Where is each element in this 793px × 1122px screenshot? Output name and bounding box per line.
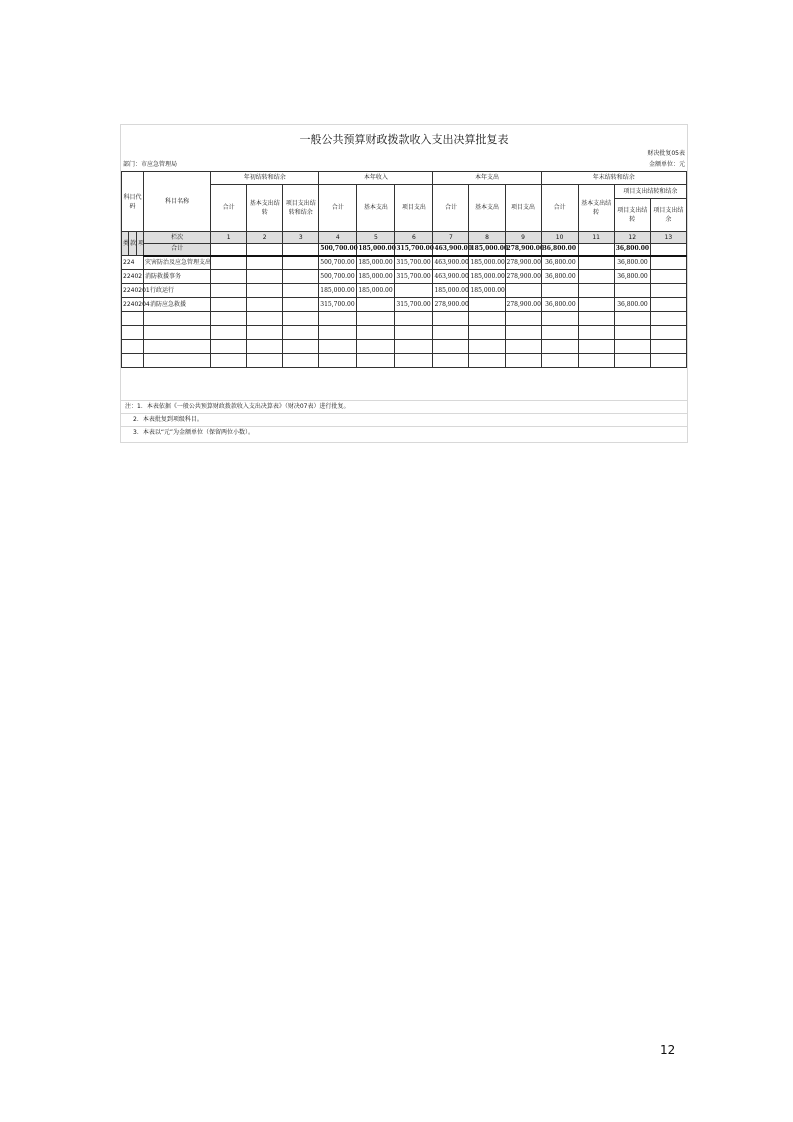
row-cell [650,284,686,298]
row-code: 2240201 [122,284,144,298]
col-number: 7 [433,232,469,244]
row-cell: 463,900.00 [433,270,469,284]
row-name: 消防救援事务 [144,270,211,284]
empty-row [122,354,687,368]
col-basic-expense-3: 基本支出 [469,185,505,232]
row-cell: 185,000.00 [357,270,395,284]
col-number: 10 [541,232,578,244]
total-cell [211,244,247,256]
row-cell: 36,800.00 [614,256,650,270]
xiang-header: 项 [137,232,144,256]
row-cell [283,270,319,284]
col-number: 1 [211,232,247,244]
col-project-balance: 项目支出结余 [650,199,686,232]
expense-header: 本年支出 [433,172,541,185]
row-cell: 185,000.00 [319,284,357,298]
row-cell [211,256,247,270]
page-number: 12 [660,1043,676,1057]
col-number: 11 [578,232,614,244]
row-code: 224 [122,256,144,270]
row-cell [614,284,650,298]
col-number: 9 [505,232,541,244]
statement-sheet [120,124,688,443]
col-number: 6 [395,232,433,244]
note-line: 注：1．本表依据《一般公共预算财政拨款收入支出决算表》（财决07表）进行批复。 [121,400,687,413]
amount-unit: 金额单位：元 [648,161,685,168]
row-cell [578,298,614,312]
end-balance-header: 年末结转和结余 [541,172,686,185]
row-cell [650,270,686,284]
row-cell: 315,700.00 [395,298,433,312]
lei-header: 类 [122,232,129,256]
row-cell: 315,700.00 [395,270,433,284]
row-cell [395,284,433,298]
col-project-carry-balance-1: 项目支出结转和结余 [283,185,319,232]
note-line: 2．本表批复到项级科目。 [121,413,687,426]
row-cell: 315,700.00 [395,256,433,270]
row-cell [283,256,319,270]
row-code: 22402 [122,270,144,284]
empty-row [122,312,687,326]
col-total-1: 合计 [211,185,247,232]
row-cell: 500,700.00 [319,256,357,270]
col-number: 4 [319,232,357,244]
total-cell: 185,000.00 [357,244,395,256]
row-cell [469,298,505,312]
empty-row [122,340,687,354]
row-cell: 185,000.00 [469,284,505,298]
col-number: 13 [650,232,686,244]
col-project-expense-3: 项目支出 [505,185,541,232]
col-basic-carry-1: 基本支出结转 [247,185,283,232]
row-cell [578,284,614,298]
row-cell [650,256,686,270]
row-cell: 185,000.00 [469,270,505,284]
total-cell: 185,000.00 [469,244,505,256]
table-row [122,284,687,298]
table-row [122,256,687,270]
total-cell: 36,800.00 [541,244,578,256]
col-number: 8 [469,232,505,244]
form-number: 财决批复05表 [647,150,685,157]
row-cell [247,256,283,270]
row-cell: 185,000.00 [433,284,469,298]
row-cell [247,298,283,312]
row-cell: 500,700.00 [319,270,357,284]
subject-name-header: 科目名称 [144,172,211,232]
row-cell [505,284,541,298]
lanci-label: 栏次 [144,232,211,244]
row-cell: 36,800.00 [614,270,650,284]
row-cell [247,284,283,298]
total-row-label: 合计 [144,244,211,256]
row-cell: 185,000.00 [469,256,505,270]
notes-section [121,400,687,439]
row-cell [211,270,247,284]
row-cell: 278,900.00 [505,270,541,284]
subject-code-header: 科目代码 [122,172,144,232]
row-cell: 185,000.00 [357,256,395,270]
total-cell [283,244,319,256]
col-total-4: 合计 [541,185,578,232]
row-cell: 36,800.00 [541,270,578,284]
row-cell [578,256,614,270]
row-name: 消防应急救援 [144,298,211,312]
row-cell: 36,800.00 [541,298,578,312]
col-project-expense-2: 项目支出 [395,185,433,232]
row-name: 行政运行 [144,284,211,298]
note-line: 3．本表以“元”为金额单位（保留两位小数）。 [121,426,687,439]
col-basic-carry-4: 基本支出结转 [578,185,614,232]
page-title: 一般公共预算财政拨款收入支出决算批复表 [299,133,509,146]
total-cell [578,244,614,256]
row-cell [283,298,319,312]
income-header: 本年收入 [319,172,433,185]
project-carry-group-header: 项目支出结转和结余 [614,185,686,199]
col-basic-expense-2: 基本支出 [357,185,395,232]
row-cell: 36,800.00 [614,298,650,312]
col-number: 3 [283,232,319,244]
table-row [122,270,687,284]
row-cell: 278,900.00 [505,256,541,270]
total-cell [247,244,283,256]
row-cell: 36,800.00 [541,256,578,270]
total-cell [650,244,686,256]
row-cell: 278,900.00 [505,298,541,312]
row-cell [541,284,578,298]
row-cell: 185,000.00 [357,284,395,298]
budget-table [121,171,687,368]
total-cell: 500,700.00 [319,244,357,256]
col-number: 2 [247,232,283,244]
row-cell: 278,900.00 [433,298,469,312]
empty-row [122,326,687,340]
row-cell [211,284,247,298]
row-cell: 315,700.00 [319,298,357,312]
row-code: 2240204 [122,298,144,312]
row-name: 灾害防治及应急管理支出 [144,256,211,270]
department-label: 部门：市应急管理局 [123,161,178,168]
row-cell [578,270,614,284]
col-total-2: 合计 [319,185,357,232]
col-total-3: 合计 [433,185,469,232]
table-row [122,298,687,312]
total-cell: 463,900.00 [433,244,469,256]
total-cell: 315,700.00 [395,244,433,256]
kuan-header: 款 [129,232,137,256]
begin-balance-header: 年初结转和结余 [211,172,319,185]
total-cell: 278,900.00 [505,244,541,256]
col-number: 12 [614,232,650,244]
row-cell [283,284,319,298]
row-cell [357,298,395,312]
row-cell [247,270,283,284]
row-cell [650,298,686,312]
row-cell: 463,900.00 [433,256,469,270]
row-cell [211,298,247,312]
col-number: 5 [357,232,395,244]
total-cell: 36,800.00 [614,244,650,256]
col-project-carry: 项目支出结转 [614,199,650,232]
